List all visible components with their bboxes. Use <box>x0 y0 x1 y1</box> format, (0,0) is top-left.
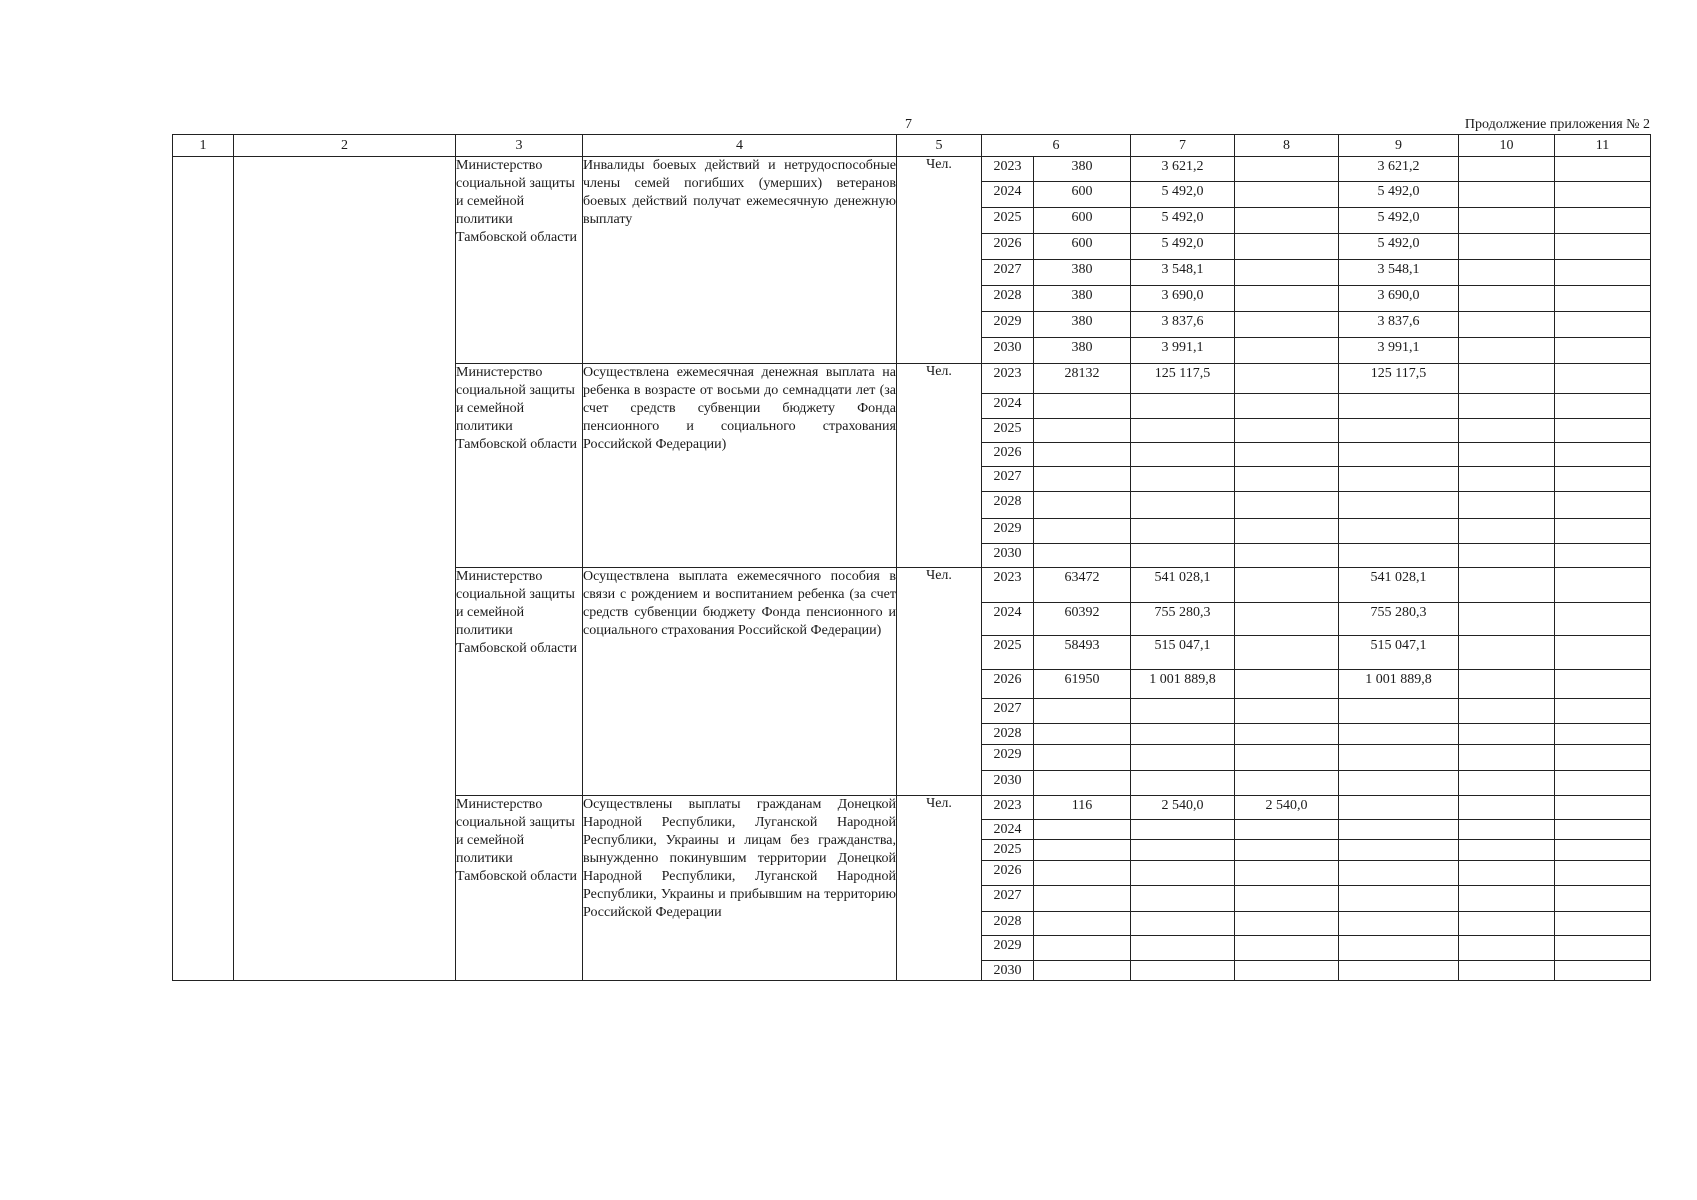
value-cell-c8 <box>1235 820 1339 840</box>
value-cell-c7: 3 621,2 <box>1131 157 1235 182</box>
year-cell: 2026 <box>982 670 1034 699</box>
value-cell-c11 <box>1555 208 1651 234</box>
value-cell-c9 <box>1339 912 1459 936</box>
value-cell-c6 <box>1034 724 1131 745</box>
value-cell-c7 <box>1131 745 1235 771</box>
unit-cell: Чел. <box>897 568 982 796</box>
value-cell-c11 <box>1555 771 1651 796</box>
column-header-9: 9 <box>1339 135 1459 157</box>
year-cell: 2024 <box>982 394 1034 419</box>
value-cell-c8 <box>1235 936 1339 961</box>
value-cell-c7: 3 548,1 <box>1131 260 1235 286</box>
unit-cell: Чел. <box>897 364 982 568</box>
value-cell-c11 <box>1555 544 1651 568</box>
value-cell-c10 <box>1459 492 1555 519</box>
value-cell-c7 <box>1131 544 1235 568</box>
value-cell-c10 <box>1459 338 1555 364</box>
value-cell-c8 <box>1235 394 1339 419</box>
value-cell-c6: 61950 <box>1034 670 1131 699</box>
value-cell-c7 <box>1131 840 1235 861</box>
value-cell-c7 <box>1131 886 1235 912</box>
value-cell-c10 <box>1459 912 1555 936</box>
value-cell-c9: 3 991,1 <box>1339 338 1459 364</box>
year-cell: 2023 <box>982 568 1034 603</box>
value-cell-c10 <box>1459 234 1555 260</box>
value-cell-c10 <box>1459 745 1555 771</box>
value-cell-c9: 5 492,0 <box>1339 208 1459 234</box>
value-cell-c9 <box>1339 840 1459 861</box>
value-cell-c7: 1 001 889,8 <box>1131 670 1235 699</box>
value-cell-c6: 600 <box>1034 208 1131 234</box>
year-cell: 2023 <box>982 364 1034 394</box>
value-cell-c11 <box>1555 699 1651 724</box>
agency-cell: Министерство социальной защиты и семейной политики Тамбовской области <box>456 364 583 568</box>
value-cell-c11 <box>1555 796 1651 820</box>
value-cell-c6: 380 <box>1034 260 1131 286</box>
value-cell-c7 <box>1131 519 1235 544</box>
value-cell-c7: 125 117,5 <box>1131 364 1235 394</box>
value-cell-c6 <box>1034 820 1131 840</box>
value-cell-c8 <box>1235 364 1339 394</box>
value-cell-c11 <box>1555 419 1651 443</box>
value-cell-c11 <box>1555 364 1651 394</box>
column-header-8: 8 <box>1235 135 1339 157</box>
column-header-11: 11 <box>1555 135 1651 157</box>
value-cell-c11 <box>1555 840 1651 861</box>
year-cell: 2024 <box>982 182 1034 208</box>
value-cell-c6: 600 <box>1034 182 1131 208</box>
year-cell: 2030 <box>982 771 1034 796</box>
value-cell-c8 <box>1235 234 1339 260</box>
column-number-header-row <box>173 135 1651 157</box>
value-cell-c11 <box>1555 936 1651 961</box>
value-cell-c6 <box>1034 861 1131 886</box>
value-cell-c11 <box>1555 670 1651 699</box>
value-cell-c8 <box>1235 208 1339 234</box>
value-cell-c11 <box>1555 961 1651 981</box>
value-cell-c10 <box>1459 886 1555 912</box>
value-cell-c8 <box>1235 636 1339 670</box>
value-cell-c9: 3 621,2 <box>1339 157 1459 182</box>
value-cell-c11 <box>1555 338 1651 364</box>
value-cell-c8 <box>1235 467 1339 492</box>
value-cell-c8 <box>1235 670 1339 699</box>
value-cell-c7 <box>1131 936 1235 961</box>
value-cell-c6 <box>1034 419 1131 443</box>
value-cell-c7: 755 280,3 <box>1131 603 1235 636</box>
value-cell-c9: 755 280,3 <box>1339 603 1459 636</box>
value-cell-c11 <box>1555 886 1651 912</box>
value-cell-c8 <box>1235 568 1339 603</box>
value-cell-c6: 60392 <box>1034 603 1131 636</box>
value-cell-c10 <box>1459 636 1555 670</box>
year-cell: 2030 <box>982 338 1034 364</box>
value-cell-c10 <box>1459 443 1555 467</box>
value-cell-c9 <box>1339 467 1459 492</box>
value-cell-c10 <box>1459 312 1555 338</box>
column-1-cell <box>173 157 234 981</box>
value-cell-c6 <box>1034 840 1131 861</box>
value-cell-c9: 541 028,1 <box>1339 568 1459 603</box>
value-cell-c8 <box>1235 419 1339 443</box>
column-2-cell <box>234 157 456 981</box>
year-cell: 2027 <box>982 467 1034 492</box>
value-cell-c7 <box>1131 394 1235 419</box>
value-cell-c11 <box>1555 820 1651 840</box>
value-cell-c10 <box>1459 568 1555 603</box>
value-cell-c6: 380 <box>1034 338 1131 364</box>
value-cell-c9 <box>1339 936 1459 961</box>
year-cell: 2024 <box>982 603 1034 636</box>
value-cell-c11 <box>1555 724 1651 745</box>
column-header-10: 10 <box>1459 135 1555 157</box>
year-cell: 2026 <box>982 443 1034 467</box>
value-cell-c9 <box>1339 796 1459 820</box>
value-cell-c11 <box>1555 568 1651 603</box>
value-cell-c8 <box>1235 771 1339 796</box>
measure-description: Инвалиды боевых действий и нетрудоспособные члены семей погибших (умерших) ветеранов боевых действий получат ежемесячную денежную выплату <box>583 157 897 364</box>
value-cell-c6: 116 <box>1034 796 1131 820</box>
value-cell-c10 <box>1459 699 1555 724</box>
year-cell: 2025 <box>982 419 1034 443</box>
value-cell-c10 <box>1459 364 1555 394</box>
year-cell: 2030 <box>982 544 1034 568</box>
value-cell-c8 <box>1235 157 1339 182</box>
value-cell-c10 <box>1459 771 1555 796</box>
column-header-6: 6 <box>982 135 1131 157</box>
value-cell-c10 <box>1459 603 1555 636</box>
value-cell-c7: 5 492,0 <box>1131 182 1235 208</box>
value-cell-c8 <box>1235 260 1339 286</box>
value-cell-c7 <box>1131 419 1235 443</box>
value-cell-c7 <box>1131 699 1235 724</box>
value-cell-c11 <box>1555 603 1651 636</box>
value-cell-c7 <box>1131 912 1235 936</box>
value-cell-c7: 515 047,1 <box>1131 636 1235 670</box>
value-cell-c8 <box>1235 886 1339 912</box>
year-cell: 2025 <box>982 840 1034 861</box>
value-cell-c11 <box>1555 286 1651 312</box>
value-cell-c10 <box>1459 182 1555 208</box>
value-cell-c8 <box>1235 861 1339 886</box>
value-cell-c10 <box>1459 157 1555 182</box>
value-cell-c8 <box>1235 443 1339 467</box>
value-cell-c8 <box>1235 312 1339 338</box>
value-cell-c8 <box>1235 603 1339 636</box>
value-cell-c7 <box>1131 467 1235 492</box>
value-cell-c7: 5 492,0 <box>1131 208 1235 234</box>
value-cell-c7: 3 837,6 <box>1131 312 1235 338</box>
value-cell-c10 <box>1459 286 1555 312</box>
table-row <box>173 157 1651 182</box>
value-cell-c6: 28132 <box>1034 364 1131 394</box>
unit-cell: Чел. <box>897 796 982 981</box>
value-cell-c10 <box>1459 724 1555 745</box>
value-cell-c9 <box>1339 724 1459 745</box>
appendix-table <box>172 134 1651 981</box>
value-cell-c9: 5 492,0 <box>1339 234 1459 260</box>
value-cell-c8 <box>1235 961 1339 981</box>
value-cell-c6: 58493 <box>1034 636 1131 670</box>
value-cell-c9: 5 492,0 <box>1339 182 1459 208</box>
value-cell-c11 <box>1555 467 1651 492</box>
agency-cell: Министерство социальной защиты и семейной политики Тамбовской области <box>456 568 583 796</box>
value-cell-c10 <box>1459 260 1555 286</box>
value-cell-c10 <box>1459 961 1555 981</box>
value-cell-c11 <box>1555 394 1651 419</box>
value-cell-c9 <box>1339 419 1459 443</box>
year-cell: 2026 <box>982 861 1034 886</box>
value-cell-c11 <box>1555 182 1651 208</box>
value-cell-c9 <box>1339 820 1459 840</box>
value-cell-c10 <box>1459 861 1555 886</box>
value-cell-c6: 380 <box>1034 286 1131 312</box>
year-cell: 2029 <box>982 745 1034 771</box>
value-cell-c11 <box>1555 636 1651 670</box>
value-cell-c6 <box>1034 771 1131 796</box>
value-cell-c8: 2 540,0 <box>1235 796 1339 820</box>
value-cell-c10 <box>1459 936 1555 961</box>
year-cell: 2027 <box>982 260 1034 286</box>
column-header-4: 4 <box>583 135 897 157</box>
value-cell-c7 <box>1131 820 1235 840</box>
value-cell-c10 <box>1459 796 1555 820</box>
value-cell-c9 <box>1339 699 1459 724</box>
value-cell-c6 <box>1034 492 1131 519</box>
value-cell-c9 <box>1339 519 1459 544</box>
value-cell-c7 <box>1131 961 1235 981</box>
agency-cell: Министерство социальной защиты и семейной политики Тамбовской области <box>456 796 583 981</box>
value-cell-c9 <box>1339 394 1459 419</box>
value-cell-c6 <box>1034 394 1131 419</box>
value-cell-c7: 5 492,0 <box>1131 234 1235 260</box>
value-cell-c6: 380 <box>1034 157 1131 182</box>
value-cell-c6: 380 <box>1034 312 1131 338</box>
value-cell-c9 <box>1339 771 1459 796</box>
value-cell-c11 <box>1555 861 1651 886</box>
year-cell: 2029 <box>982 519 1034 544</box>
value-cell-c9 <box>1339 544 1459 568</box>
year-cell: 2030 <box>982 961 1034 981</box>
appendix-continuation-note: Продолжение приложения № 2 <box>1464 117 1650 132</box>
value-cell-c10 <box>1459 208 1555 234</box>
value-cell-c9: 3 837,6 <box>1339 312 1459 338</box>
year-cell: 2029 <box>982 312 1034 338</box>
table-body <box>173 157 1651 981</box>
value-cell-c7: 3 991,1 <box>1131 338 1235 364</box>
year-cell: 2025 <box>982 636 1034 670</box>
value-cell-c9: 3 548,1 <box>1339 260 1459 286</box>
value-cell-c6 <box>1034 467 1131 492</box>
value-cell-c10 <box>1459 670 1555 699</box>
column-header-3: 3 <box>456 135 583 157</box>
value-cell-c6 <box>1034 699 1131 724</box>
unit-cell: Чел. <box>897 157 982 364</box>
value-cell-c6: 600 <box>1034 234 1131 260</box>
year-cell: 2028 <box>982 492 1034 519</box>
value-cell-c9: 515 047,1 <box>1339 636 1459 670</box>
value-cell-c10 <box>1459 820 1555 840</box>
year-cell: 2023 <box>982 796 1034 820</box>
value-cell-c10 <box>1459 419 1555 443</box>
year-cell: 2027 <box>982 699 1034 724</box>
year-cell: 2025 <box>982 208 1034 234</box>
value-cell-c8 <box>1235 912 1339 936</box>
year-cell: 2027 <box>982 886 1034 912</box>
value-cell-c9 <box>1339 861 1459 886</box>
value-cell-c9: 125 117,5 <box>1339 364 1459 394</box>
column-header-1: 1 <box>173 135 234 157</box>
value-cell-c6 <box>1034 519 1131 544</box>
value-cell-c9: 1 001 889,8 <box>1339 670 1459 699</box>
column-header-2: 2 <box>234 135 456 157</box>
value-cell-c7 <box>1131 861 1235 886</box>
value-cell-c7 <box>1131 771 1235 796</box>
value-cell-c9 <box>1339 961 1459 981</box>
value-cell-c10 <box>1459 544 1555 568</box>
value-cell-c11 <box>1555 745 1651 771</box>
value-cell-c8 <box>1235 544 1339 568</box>
value-cell-c7: 3 690,0 <box>1131 286 1235 312</box>
value-cell-c9 <box>1339 443 1459 467</box>
year-cell: 2028 <box>982 724 1034 745</box>
value-cell-c8 <box>1235 492 1339 519</box>
year-cell: 2029 <box>982 936 1034 961</box>
value-cell-c9 <box>1339 886 1459 912</box>
value-cell-c11 <box>1555 157 1651 182</box>
value-cell-c9 <box>1339 745 1459 771</box>
value-cell-c11 <box>1555 492 1651 519</box>
measure-description: Осуществлены выплаты гражданам Донецкой Народной Республики, Луганской Народной Республики, Украины и лицам без гражданства, вынужденно покинувшим территории Донецкой Народной Республики, Луганской Народной Республики, Украины и прибывшим на территорию Российской Федерации <box>583 796 897 981</box>
value-cell-c11 <box>1555 519 1651 544</box>
agency-cell: Министерство социальной защиты и семейной политики Тамбовской области <box>456 157 583 364</box>
value-cell-c11 <box>1555 312 1651 338</box>
value-cell-c10 <box>1459 840 1555 861</box>
value-cell-c8 <box>1235 519 1339 544</box>
value-cell-c8 <box>1235 286 1339 312</box>
value-cell-c10 <box>1459 394 1555 419</box>
value-cell-c11 <box>1555 234 1651 260</box>
value-cell-c8 <box>1235 338 1339 364</box>
year-cell: 2024 <box>982 820 1034 840</box>
year-cell: 2028 <box>982 286 1034 312</box>
value-cell-c7 <box>1131 443 1235 467</box>
measure-description: Осуществлена ежемесячная денежная выплата на ребенка в возрасте от восьми до семнадцати лет (за счет средств субвенции бюджету Фонда пенсионного и социального страхования Российской Федерации) <box>583 364 897 568</box>
value-cell-c6: 63472 <box>1034 568 1131 603</box>
value-cell-c11 <box>1555 912 1651 936</box>
value-cell-c6 <box>1034 936 1131 961</box>
value-cell-c9 <box>1339 492 1459 519</box>
value-cell-c11 <box>1555 443 1651 467</box>
value-cell-c6 <box>1034 912 1131 936</box>
value-cell-c7 <box>1131 724 1235 745</box>
value-cell-c7 <box>1131 492 1235 519</box>
value-cell-c11 <box>1555 260 1651 286</box>
page-number: 7 <box>905 117 912 132</box>
value-cell-c8 <box>1235 840 1339 861</box>
column-header-7: 7 <box>1131 135 1235 157</box>
value-cell-c8 <box>1235 745 1339 771</box>
year-cell: 2023 <box>982 157 1034 182</box>
column-header-5: 5 <box>897 135 982 157</box>
value-cell-c8 <box>1235 724 1339 745</box>
value-cell-c7: 2 540,0 <box>1131 796 1235 820</box>
value-cell-c7: 541 028,1 <box>1131 568 1235 603</box>
value-cell-c6 <box>1034 443 1131 467</box>
value-cell-c6 <box>1034 886 1131 912</box>
measure-description: Осуществлена выплата ежемесячного пособия в связи с рождением и воспитанием ребенка (за счет средств субвенции бюджету Фонда пенсионного и социального страхования Российской Федерации) <box>583 568 897 796</box>
value-cell-c6 <box>1034 544 1131 568</box>
value-cell-c6 <box>1034 745 1131 771</box>
value-cell-c10 <box>1459 467 1555 492</box>
value-cell-c9: 3 690,0 <box>1339 286 1459 312</box>
value-cell-c8 <box>1235 699 1339 724</box>
year-cell: 2026 <box>982 234 1034 260</box>
value-cell-c10 <box>1459 519 1555 544</box>
value-cell-c8 <box>1235 182 1339 208</box>
value-cell-c6 <box>1034 961 1131 981</box>
year-cell: 2028 <box>982 912 1034 936</box>
